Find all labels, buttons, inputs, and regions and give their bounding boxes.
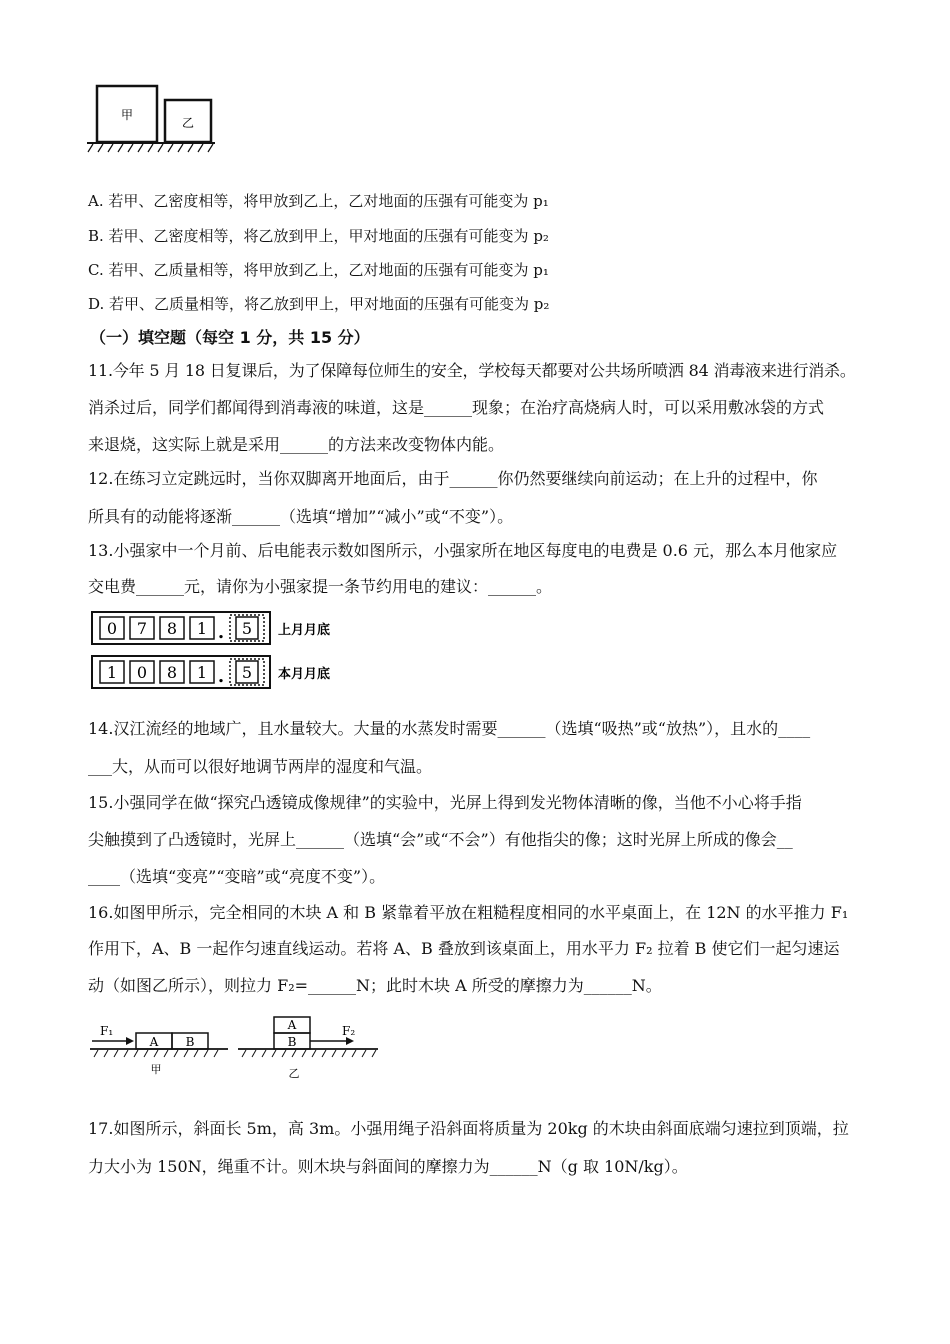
block-a-right: A bbox=[287, 1018, 297, 1032]
meter-last-d3: 8 bbox=[166, 619, 178, 638]
q14-line-1: 14.汉江流经的地域广，且水量较大。大量的水蒸发时需要______（选填“吸热”或“放热”），且水的____ bbox=[88, 719, 811, 738]
q15-line-1: 15.小强同学在做“探究凸透镜成像规律”的实验中，光屏上得到发光物体清晰的像，当他不小心将手指 bbox=[88, 793, 802, 812]
option-c: C. 若甲、乙质量相等，将甲放到乙上，乙对地面的压强有可能变为 p₁ bbox=[88, 261, 549, 279]
blocks-figure bbox=[85, 82, 220, 154]
q16-line-2: 作用下，A、B 一起作匀速直线运动。若将 A、B 叠放到该桌面上，用水平力 F₂ 拉着 B 使它们一起匀速运 bbox=[88, 939, 840, 958]
fig-jia-label: 甲 bbox=[150, 1063, 162, 1076]
meter-this-d1: 1 bbox=[106, 663, 118, 682]
meter-figure bbox=[90, 610, 350, 692]
meter-last-d2: 7 bbox=[136, 619, 148, 638]
meter-last-d5: 5 bbox=[241, 619, 253, 638]
q12-line-1: 12.在练习立定跳远时，当你双脚离开地面后，由于______你仍然要继续向前运动；在上升的过程中，你 bbox=[88, 469, 818, 488]
q16-line-3: 动（如图乙所示），则拉力 F₂=______N；此时木块 A 所受的摩擦力为______N。 bbox=[88, 976, 662, 995]
meter-this-label: 本月月底 bbox=[278, 667, 331, 682]
option-b: B. 若甲、乙密度相等，将乙放到甲上，甲对地面的压强有可能变为 p₂ bbox=[88, 227, 549, 245]
meter-this-d3: 8 bbox=[166, 663, 178, 682]
block-yi-label: 乙 bbox=[181, 116, 195, 130]
section-title: （一）填空题（每空 1 分，共 15 分） bbox=[90, 328, 370, 347]
meter-last-label: 上月月底 bbox=[278, 623, 331, 638]
meter-this-digits bbox=[100, 659, 264, 687]
block-b-left: B bbox=[185, 1035, 195, 1049]
meter-this-d5: 5 bbox=[241, 663, 253, 682]
q11-line-2: 消杀过后，同学们都闻得到消毒液的味道，这是______现象；在治疗高烧病人时，可以采用敷冰袋的方式 bbox=[88, 398, 825, 417]
q13-line-1: 13.小强家中一个月前、后电能表示数如图所示，小强家所在地区每度电的电费是 0.6 元，那么本月他家应 bbox=[88, 541, 838, 560]
q14-line-2: ___大，从而可以很好地调节两岸的湿度和气温。 bbox=[88, 757, 433, 776]
meter-last-digits bbox=[100, 615, 264, 643]
force-f1-label: F₁ bbox=[100, 1024, 114, 1038]
option-d: D. 若甲、乙质量相等，将乙放到甲上，甲对地面的压强有可能变为 p₂ bbox=[88, 295, 550, 313]
block-jia-label: 甲 bbox=[120, 108, 134, 122]
q16-line-1: 16.如图甲所示，完全相同的木块 A 和 B 紧靠着平放在粗糙程度相同的水平桌面上，在 12N 的水平推力 F₁ bbox=[88, 903, 849, 922]
q11-line-3: 来退烧，这实际上就是采用______的方法来改变物体内能。 bbox=[88, 435, 505, 454]
meter-this-d2: 0 bbox=[136, 663, 148, 682]
meter-this-dot: . bbox=[217, 666, 225, 687]
meter-last-dot: . bbox=[217, 622, 225, 643]
q15-line-3: ____（选填“变亮”“变暗”或“亮度不变”）。 bbox=[88, 867, 386, 886]
block-a-left: A bbox=[149, 1035, 159, 1049]
q13-line-2: 交电费______元，请你为小强家提一条节约用电的建议：______。 bbox=[88, 577, 553, 596]
fig-yi-label: 乙 bbox=[288, 1067, 300, 1080]
meter-last-d1: 0 bbox=[106, 619, 118, 638]
meter-last-d4: 1 bbox=[196, 619, 208, 638]
q12-line-2: 所具有的动能将逐渐______（选填“增加”“减小”或“不变”）。 bbox=[88, 507, 514, 526]
block-b-right: B bbox=[287, 1035, 297, 1049]
q11-line-1: 11.今年 5 月 18 日复课后，为了保障每位师生的安全，学校每天都要对公共场所喷洒 84 消毒液来进行消杀。 bbox=[88, 361, 856, 380]
meter-this-d4: 1 bbox=[196, 663, 208, 682]
q15-line-2: 尖触摸到了凸透镜时，光屏上______（选填“会”或“不会”）有他指尖的像；这时光屏上所成的像会__ bbox=[88, 830, 793, 849]
force-figure bbox=[88, 1013, 388, 1095]
q17-line-2: 力大小为 150N，绳重不计。则木块与斜面间的摩擦力为______N（g 取 10N/kg）。 bbox=[88, 1157, 688, 1176]
q17-line-1: 17.如图所示，斜面长 5m，高 3m。小强用绳子沿斜面将质量为 20kg 的木块由斜面底端匀速拉到顶端，拉 bbox=[88, 1119, 849, 1138]
option-a: A. 若甲、乙密度相等，将甲放到乙上，乙对地面的压强有可能变为 p₁ bbox=[88, 192, 549, 210]
force-f2-label: F₂ bbox=[342, 1024, 356, 1038]
